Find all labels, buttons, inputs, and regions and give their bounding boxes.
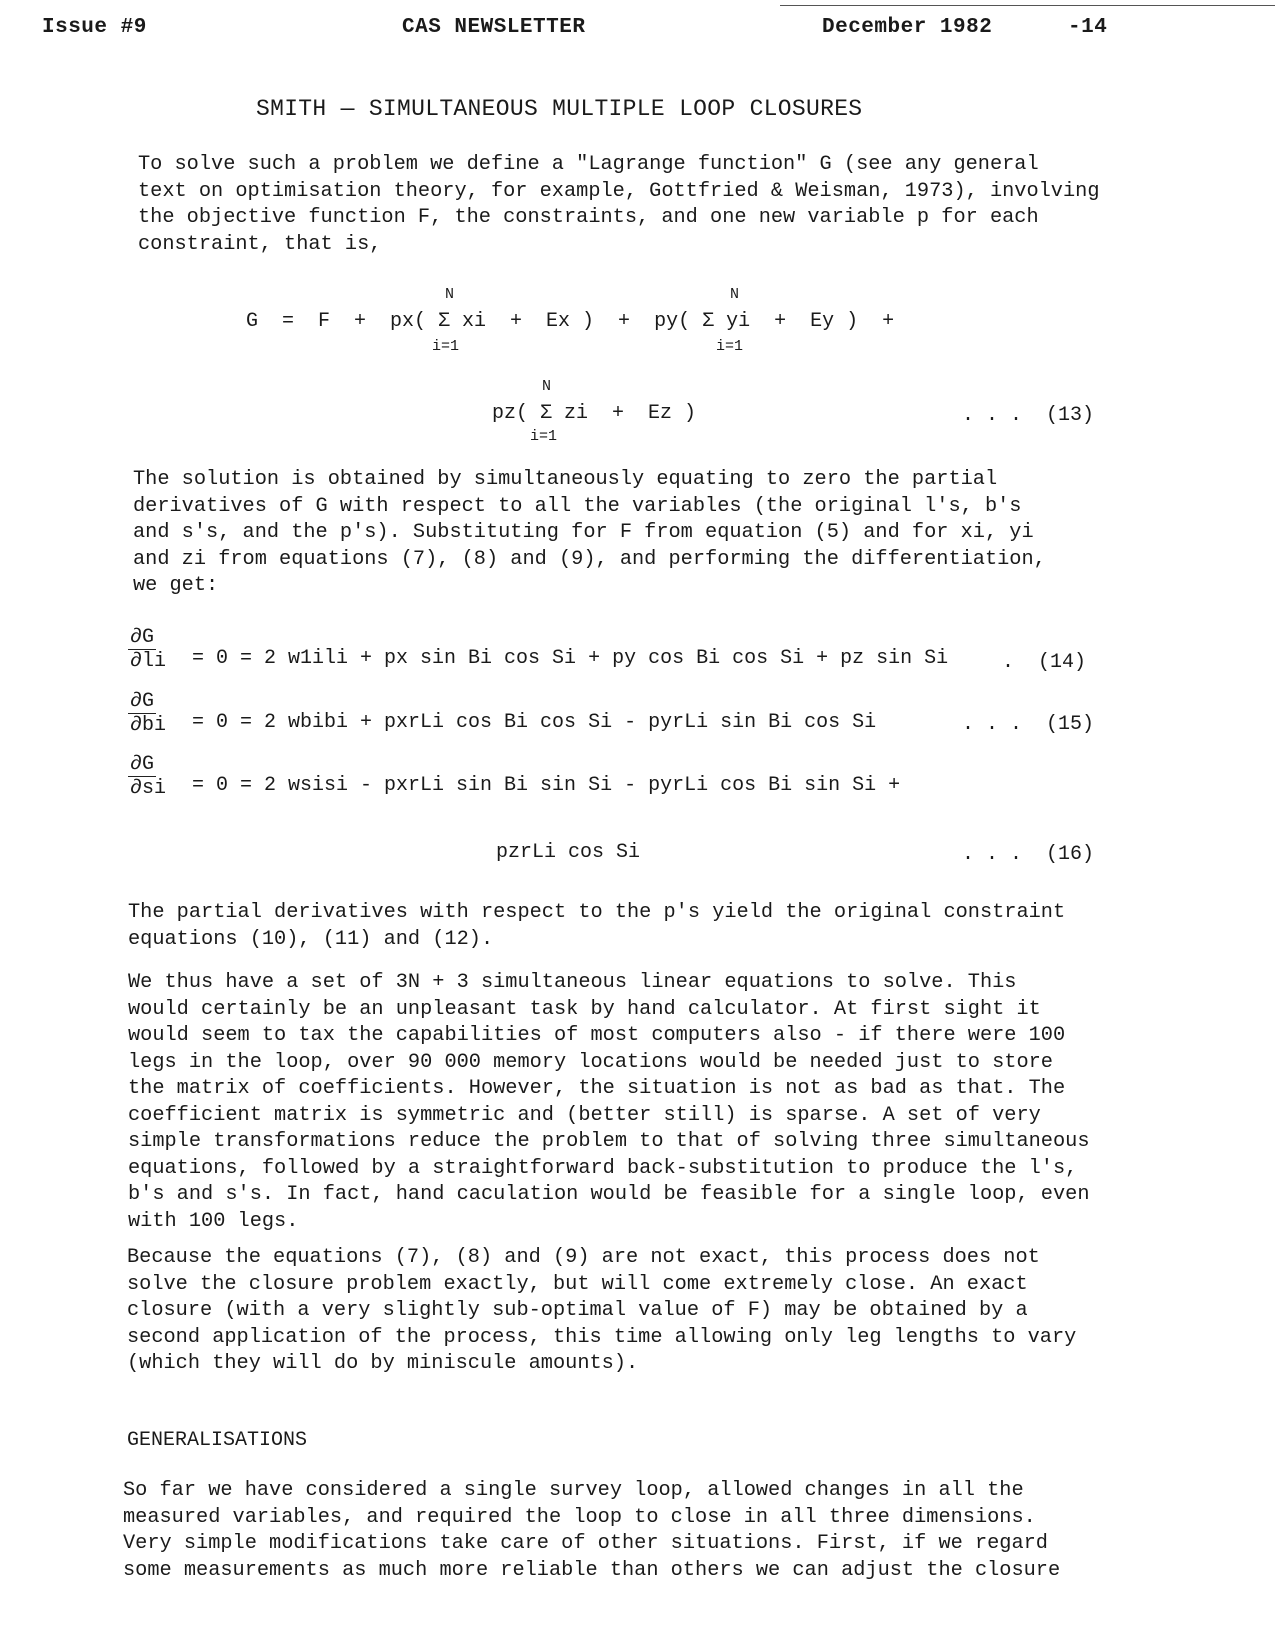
- sum-upper-limit-3: N: [542, 378, 552, 395]
- equation-13-number: . . . (13): [962, 404, 1095, 427]
- paragraph-constraints: The partial derivatives with respect to the p's yield the original constraint equations (10), (11) and (12).: [128, 901, 1066, 951]
- sum-lower-limit: i=1: [432, 338, 460, 355]
- derivative-15: [128, 690, 188, 737]
- equation-13-line-1: G = F + px( Σ xi + Ex ) + py( Σ yi + Ey ) +: [246, 310, 895, 333]
- issue-date: December 1982: [822, 16, 993, 39]
- derivative-14-numerator: ∂G: [130, 626, 155, 649]
- equation-15-number: . . . (15): [962, 713, 1095, 736]
- paragraph-generalisations: So far we have considered a single survey loop, allowed changes in all the measured variables, and required the loop to close in all three dimensions. Very simple modifications take care of other situations. First, if we regard some measurements as much more reliable than others we can adjust the closure: [123, 1479, 1061, 1582]
- derivative-15-numerator: ∂G: [130, 690, 155, 713]
- equation-14: = 0 = 2 w1ili + px sin Bi cos Si + py cos Bi cos Si + pz sin Si: [192, 647, 949, 670]
- derivative-16: [128, 753, 188, 800]
- equation-14-number: . (14): [1002, 651, 1087, 674]
- derivative-14: [128, 626, 188, 673]
- paragraph-linear-equations: We thus have a set of 3N + 3 simultaneous linear equations to solve. This would certainly be an unpleasant task by hand calculator. At first sight it would seem to tax the capabilities of most computers also - if there were 100 legs in the loop, over 90 000 memory locations would be needed just to store the matrix of coefficients. However, the situation is not as bad as that. The coefficient matrix is symmetric and (better still) is sparse. A set of very simple transformations reduce the problem to that of solving three simultaneous equations, followed by a straightforward back-substitution to produce the l's, b's and s's. In fact, hand caculation would be feasible for a single loop, even with 100 legs.: [128, 971, 1090, 1233]
- newsletter-name: CAS NEWSLETTER: [402, 16, 586, 39]
- equation-16-line-1: = 0 = 2 wsisi - pxrLi sin Bi sin Si - pyrLi cos Bi sin Si +: [192, 774, 901, 797]
- paragraph-solution: The solution is obtained by simultaneously equating to zero the partial derivatives of G with respect to all the variables (the original l's, b's and s's, and the p's). Substituting for F from equation (5) and for xi, yi and zi from equations (7), (8) and (9), and performing the differentiation, we get:: [133, 468, 1046, 597]
- equation-15: = 0 = 2 wbibi + pxrLi cos Bi cos Si - pyrLi sin Bi cos Si: [192, 711, 877, 734]
- sum-upper-limit: N: [445, 286, 455, 303]
- sum-upper-limit-2: N: [730, 286, 740, 303]
- issue-number: Issue #9: [42, 16, 147, 39]
- article-title: SMITH — SIMULTANEOUS MULTIPLE LOOP CLOSURES: [256, 96, 863, 122]
- page-number: -14: [1068, 16, 1108, 39]
- equation-16-line-2: pzrLi cos Si: [496, 841, 641, 864]
- equation-13-line-2: pz( Σ zi + Ez ): [492, 402, 697, 425]
- paragraph-exact-closure: Because the equations (7), (8) and (9) are not exact, this process does not solve the closure problem exactly, but will come extremely close. An exact closure (with a very slightly sub-optimal value of F) may be obtained by a second application of the process, this time allowing only leg lengths to vary (which they will do by miniscule amounts).: [127, 1246, 1077, 1375]
- equation-16-number: . . . (16): [962, 843, 1095, 866]
- top-rule: [780, 5, 1275, 6]
- sum-lower-limit-2: i=1: [716, 338, 744, 355]
- derivative-16-denominator: ∂si: [130, 777, 167, 800]
- sum-lower-limit-3: i=1: [530, 428, 558, 445]
- derivative-14-denominator: ∂li: [130, 650, 167, 673]
- derivative-15-denominator: ∂bi: [130, 714, 167, 737]
- paragraph-intro: To solve such a problem we define a "Lagrange function" G (see any general text on optimisation theory, for example, Gottfried & Weisman, 1973), involving the objective function F, the constraints, and one new variable p for each constraint, that is,: [138, 153, 1100, 256]
- section-heading: GENERALISATIONS: [127, 1429, 308, 1452]
- derivative-16-numerator: ∂G: [130, 753, 155, 776]
